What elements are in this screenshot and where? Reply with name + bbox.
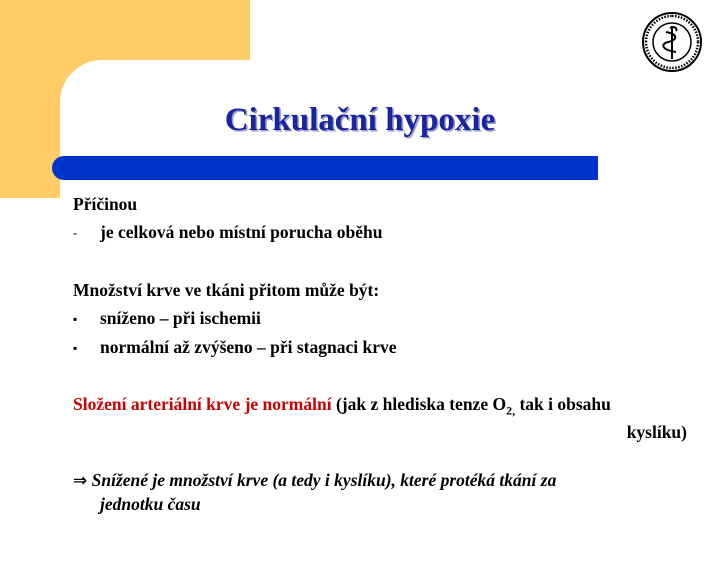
blood-amount-item-2: normální až zvýšeno – při stagnaci krve <box>100 337 397 357</box>
conclusion-line1 <box>73 470 556 491</box>
arterial-statement-line2: kyslíku) <box>626 422 687 442</box>
implies-arrow-icon: ⇒ <box>73 471 88 491</box>
university-seal-icon <box>640 10 704 74</box>
blood-amount-item-1: sníženo – při ischemii <box>100 308 261 328</box>
conclusion-text: Snížené je množství krve (a tedy i kyslíku), které protéká tkání za <box>91 470 557 490</box>
causes-item: je celková nebo místní porucha oběhu <box>100 222 383 242</box>
dash-bullet: - <box>73 226 77 240</box>
arterial-detail-end: tak i obsahu <box>515 394 611 414</box>
arterial-statement <box>73 394 611 419</box>
oxygen-subscript: 2, <box>506 403 516 418</box>
causes-heading: Příčinou <box>73 194 138 214</box>
arterial-detail: (jak z hlediska tenze O <box>331 394 507 414</box>
blood-amount-heading: Množství krve ve tkáni přitom může být: <box>73 280 380 300</box>
slide-title: Cirkulační hypoxie <box>224 102 496 138</box>
conclusion-line2: jednotku času <box>100 494 201 514</box>
title-underline-bar <box>52 156 598 180</box>
arterial-highlight: Složení arteriální krve je normální <box>73 394 332 414</box>
square-bullet: ▪ <box>73 341 78 355</box>
square-bullet: ▪ <box>73 312 78 326</box>
